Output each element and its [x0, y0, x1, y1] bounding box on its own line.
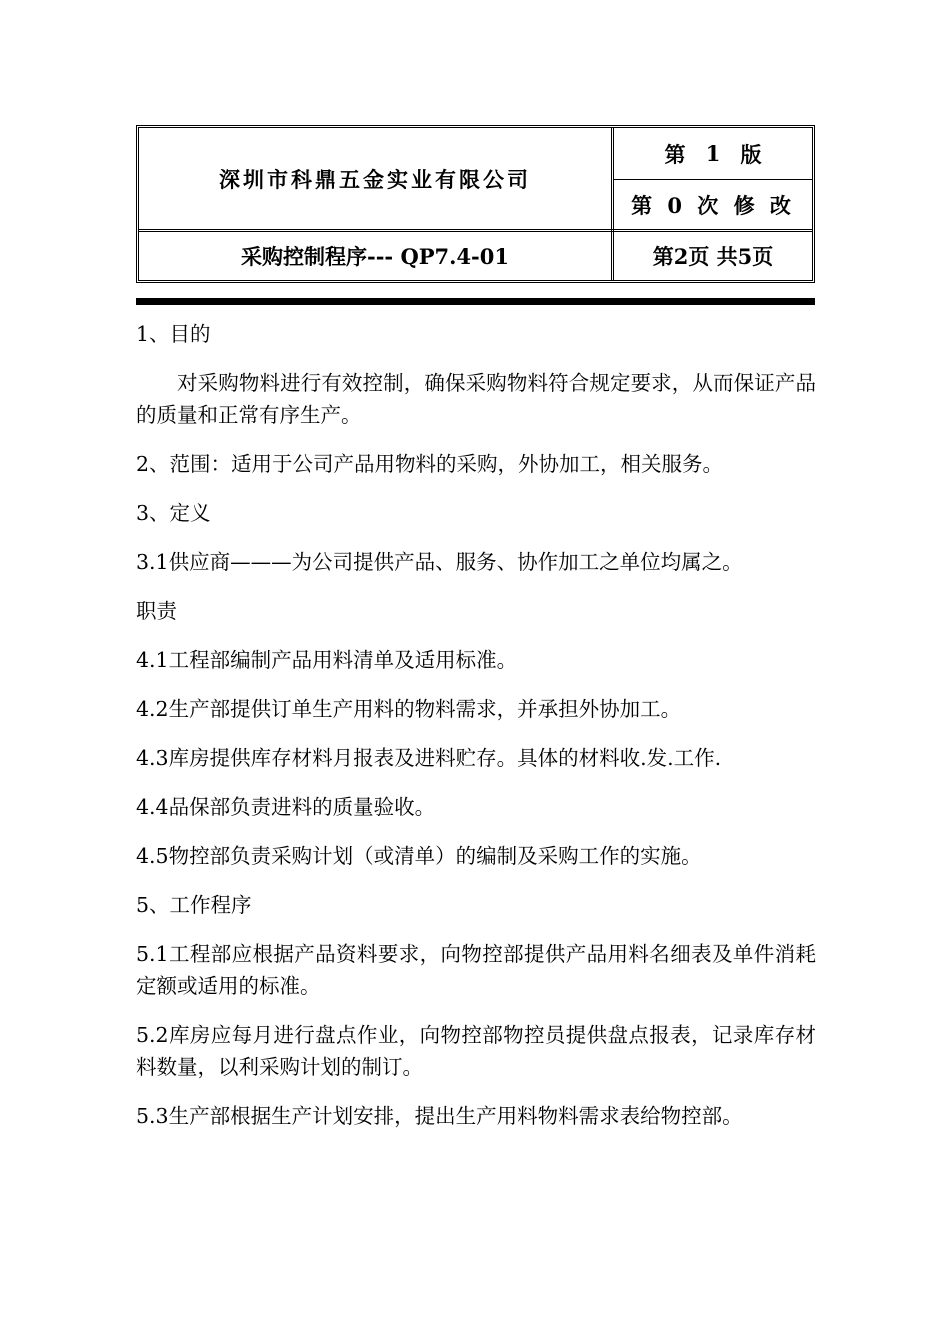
body-paragraph: 1、目的	[136, 322, 211, 346]
document-title: 采购控制程序--- QP7.4-01	[240, 244, 510, 269]
body-paragraph: 5.1工程部应根据产品资料要求，向物控部提供产品用料名细表及单件消耗定额或适用的标准。	[136, 942, 816, 998]
body-paragraph: 5.3生产部根据生产计划安排，提出生产用料物料需求表给物控部。	[136, 1104, 743, 1128]
page-number: 第2页 共5页	[652, 244, 774, 269]
body-paragraph: 4.3库房提供库存材料月报表及进料贮存。具体的材料收.发.工作.	[136, 746, 722, 770]
body-paragraph: 5、工作程序	[136, 893, 252, 917]
body-paragraph: 5.2库房应每月进行盘点作业，向物控部物控员提供盘点报表，记录库存材料数量，以利采购计划的制订。	[136, 1023, 816, 1079]
body-paragraph: 职责	[136, 599, 177, 623]
body-paragraph: 对采购物料进行有效控制，确保采购物料符合规定要求，从而保证产品的质量和正常有序生产。	[136, 371, 816, 427]
body-paragraph: 4.1工程部编制产品用料清单及适用标准。	[136, 648, 518, 672]
company-name: 深圳市科鼎五金实业有限公司	[219, 166, 531, 192]
edition-number: 1	[705, 141, 721, 166]
revision-label: 第 0 次 修 改	[631, 192, 795, 218]
body-paragraph: 4.4品保部负责进料的质量验收。	[136, 795, 436, 819]
edition-label	[614, 128, 812, 179]
body-paragraph: 4.2生产部提供订单生产用料的物料需求，并承担外协加工。	[136, 697, 682, 721]
document-header-table	[136, 125, 815, 283]
document-body	[136, 318, 816, 1149]
edition-suffix: 版	[740, 141, 762, 167]
body-paragraph: 2、范围：适用于公司产品用物料的采购，外协加工，相关服务。	[136, 452, 724, 476]
edition-prefix: 第	[664, 141, 686, 167]
header-rule	[136, 298, 815, 305]
body-paragraph: 3.1供应商———为公司提供产品、服务、协作加工之单位均属之。	[136, 550, 743, 574]
body-paragraph: 3、定义	[136, 501, 211, 525]
body-paragraph: 4.5物控部负责采购计划（或清单）的编制及采购工作的实施。	[136, 844, 702, 868]
